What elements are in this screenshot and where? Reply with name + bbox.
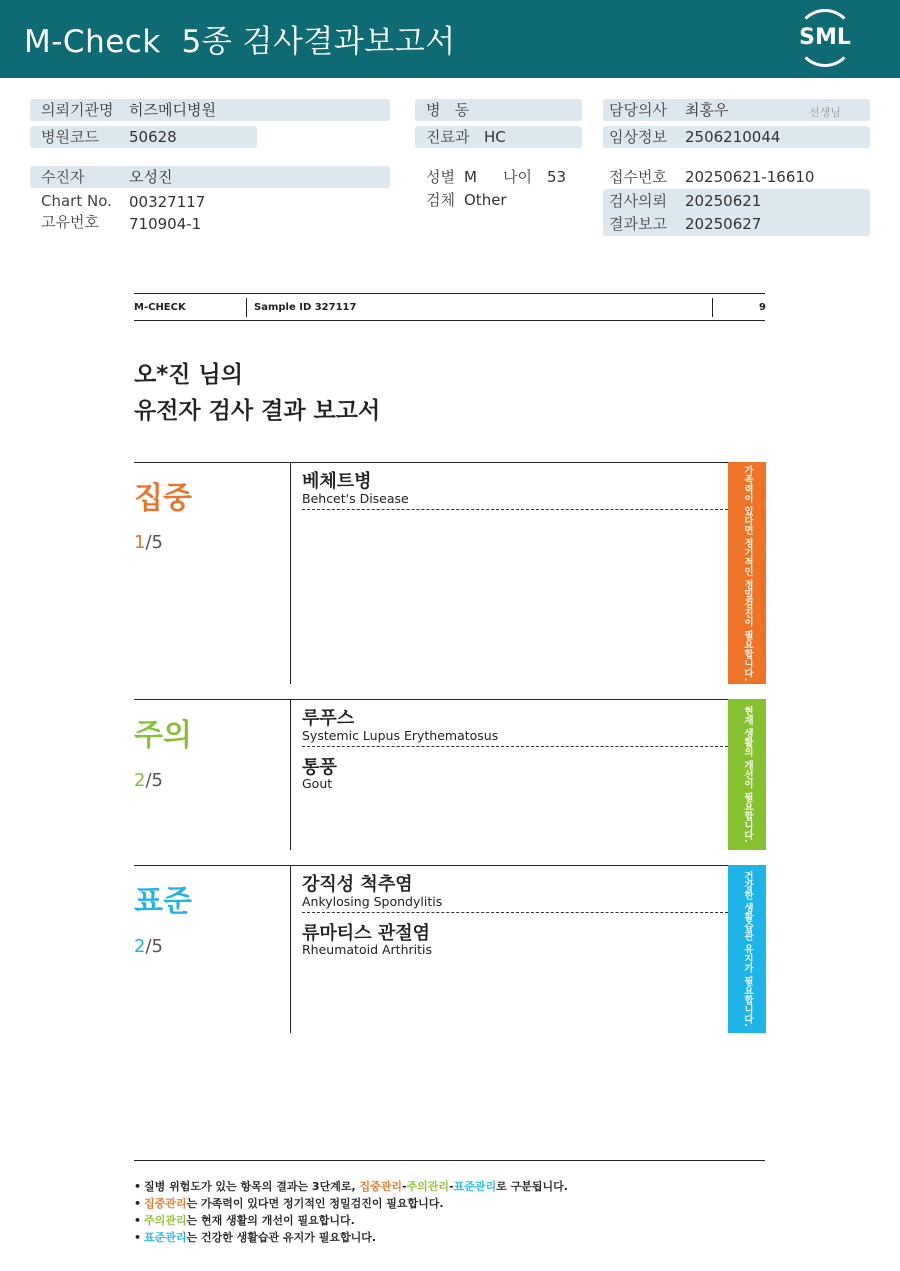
sample-id: Sample ID 327117 bbox=[254, 302, 357, 313]
disease-name-ko: 베체트병 bbox=[302, 471, 372, 492]
note-item: • 표준관리는 건강한 생활습관 유지가 필요합니다. bbox=[134, 1231, 377, 1244]
disease-name-ko: 강직성 척추염 bbox=[302, 874, 413, 895]
hospital-value: 히즈메디병원 bbox=[129, 101, 216, 119]
patient-value: 오성진 bbox=[129, 168, 173, 186]
sex-value: M bbox=[464, 168, 477, 186]
dashed-divider bbox=[302, 912, 728, 913]
sex-label: 성별 bbox=[426, 168, 455, 186]
section-divider bbox=[290, 866, 291, 1033]
section-divider bbox=[290, 463, 291, 684]
dashed-divider bbox=[302, 509, 728, 510]
result-label: 결과보고 bbox=[609, 215, 667, 233]
reception-label: 접수번호 bbox=[609, 168, 667, 186]
section-rule bbox=[134, 699, 728, 700]
disease-name-en: Ankylosing Spondylitis bbox=[302, 894, 443, 909]
doctor-suffix: 선생님 bbox=[809, 106, 841, 119]
clinical-label: 임상정보 bbox=[609, 128, 667, 146]
disease-name-en: Systemic Lupus Erythematosus bbox=[302, 728, 499, 743]
note-item: • 집중관리는 가족력이 있다면 정기적인 정밀검진이 필요합니다. bbox=[134, 1197, 444, 1210]
title-line-1: 오*진 님의 bbox=[134, 362, 243, 388]
category-caution-count: 2/5 bbox=[134, 770, 163, 791]
page-number: 9 bbox=[759, 302, 766, 313]
sidebar-text: 현재 생활의 개선이 필요합니다. bbox=[742, 705, 753, 844]
request-label: 검사의뢰 bbox=[609, 192, 667, 210]
section-divider bbox=[290, 700, 291, 850]
hospital-label: 의뢰기관명 bbox=[41, 101, 114, 119]
category-caution-sidebar bbox=[728, 699, 766, 850]
note-item: • 주의관리는 현재 생활의 개선이 필요합니다. bbox=[134, 1214, 355, 1227]
dept-value: HC bbox=[484, 128, 506, 146]
header-divider bbox=[246, 298, 247, 317]
category-caution-name: 주의 bbox=[134, 718, 192, 753]
id-value: 710904-1 bbox=[129, 215, 202, 233]
specimen-value: Other bbox=[464, 191, 507, 209]
patient-label: 수진자 bbox=[41, 168, 85, 186]
specimen-label: 검체 bbox=[426, 191, 455, 209]
header-divider bbox=[712, 298, 713, 317]
age-label: 나이 bbox=[503, 168, 532, 186]
section-rule bbox=[134, 865, 728, 866]
category-standard-count: 2/5 bbox=[134, 936, 163, 957]
section-rule bbox=[134, 462, 728, 463]
brand-label: M-CHECK bbox=[134, 302, 186, 313]
disease-name-ko: 류마티스 관절염 bbox=[302, 923, 430, 944]
notes-list bbox=[134, 1178, 568, 1246]
id-label: 고유번호 bbox=[41, 213, 99, 231]
doctor-label: 담당의사 bbox=[609, 101, 667, 119]
request-value: 20250621 bbox=[685, 192, 762, 210]
title-line-2: 유전자 검사 결과 보고서 bbox=[134, 398, 381, 424]
category-focus-name: 집중 bbox=[134, 481, 192, 516]
ward-label: 병 동 bbox=[426, 101, 470, 119]
doctor-value: 최홍우 bbox=[685, 101, 729, 119]
disease-name-en: Behcet's Disease bbox=[302, 491, 409, 506]
chart-value: 00327117 bbox=[129, 193, 206, 211]
sml-logo bbox=[790, 9, 860, 67]
dept-label: 진료과 bbox=[426, 128, 470, 146]
patient-report-title bbox=[134, 357, 380, 429]
sidebar-text: 가족력이 있다면 정기적인 정밀검진이 필요합니다. bbox=[742, 464, 753, 682]
category-focus-count: 1/5 bbox=[134, 532, 163, 553]
disease-name-en: Rheumatoid Arthritis bbox=[302, 942, 432, 957]
sidebar-text: 건강한 생활습관 유지가 필요합니다. bbox=[742, 870, 753, 1028]
chart-label: Chart No. bbox=[41, 192, 112, 210]
category-standard-name: 표준 bbox=[134, 884, 192, 919]
reception-value: 20250621-16610 bbox=[685, 168, 815, 186]
category-focus-sidebar bbox=[728, 462, 766, 684]
result-value: 20250627 bbox=[685, 215, 762, 233]
clinical-value: 2506210044 bbox=[685, 128, 781, 146]
code-label: 병원코드 bbox=[41, 128, 99, 146]
report-top-rule bbox=[134, 293, 765, 294]
disease-name-ko: 루푸스 bbox=[302, 708, 355, 729]
disease-name-ko: 통풍 bbox=[302, 757, 337, 778]
header-bar bbox=[0, 0, 900, 78]
disease-name-en: Gout bbox=[302, 776, 333, 791]
logo-text: SML bbox=[799, 25, 851, 50]
dashed-divider bbox=[302, 746, 728, 747]
category-standard-sidebar bbox=[728, 865, 766, 1033]
notes-rule bbox=[134, 1160, 765, 1161]
code-value: 50628 bbox=[129, 128, 177, 146]
report-title: M-Check 5종 검사결과보고서 bbox=[24, 24, 456, 60]
age-value: 53 bbox=[547, 168, 567, 186]
report-header-rule bbox=[134, 320, 765, 321]
note-item: • 질병 위험도가 있는 항목의 결과는 3단계로, 집중관리-주의관리-표준관리로 구분됩니다. bbox=[134, 1180, 568, 1193]
